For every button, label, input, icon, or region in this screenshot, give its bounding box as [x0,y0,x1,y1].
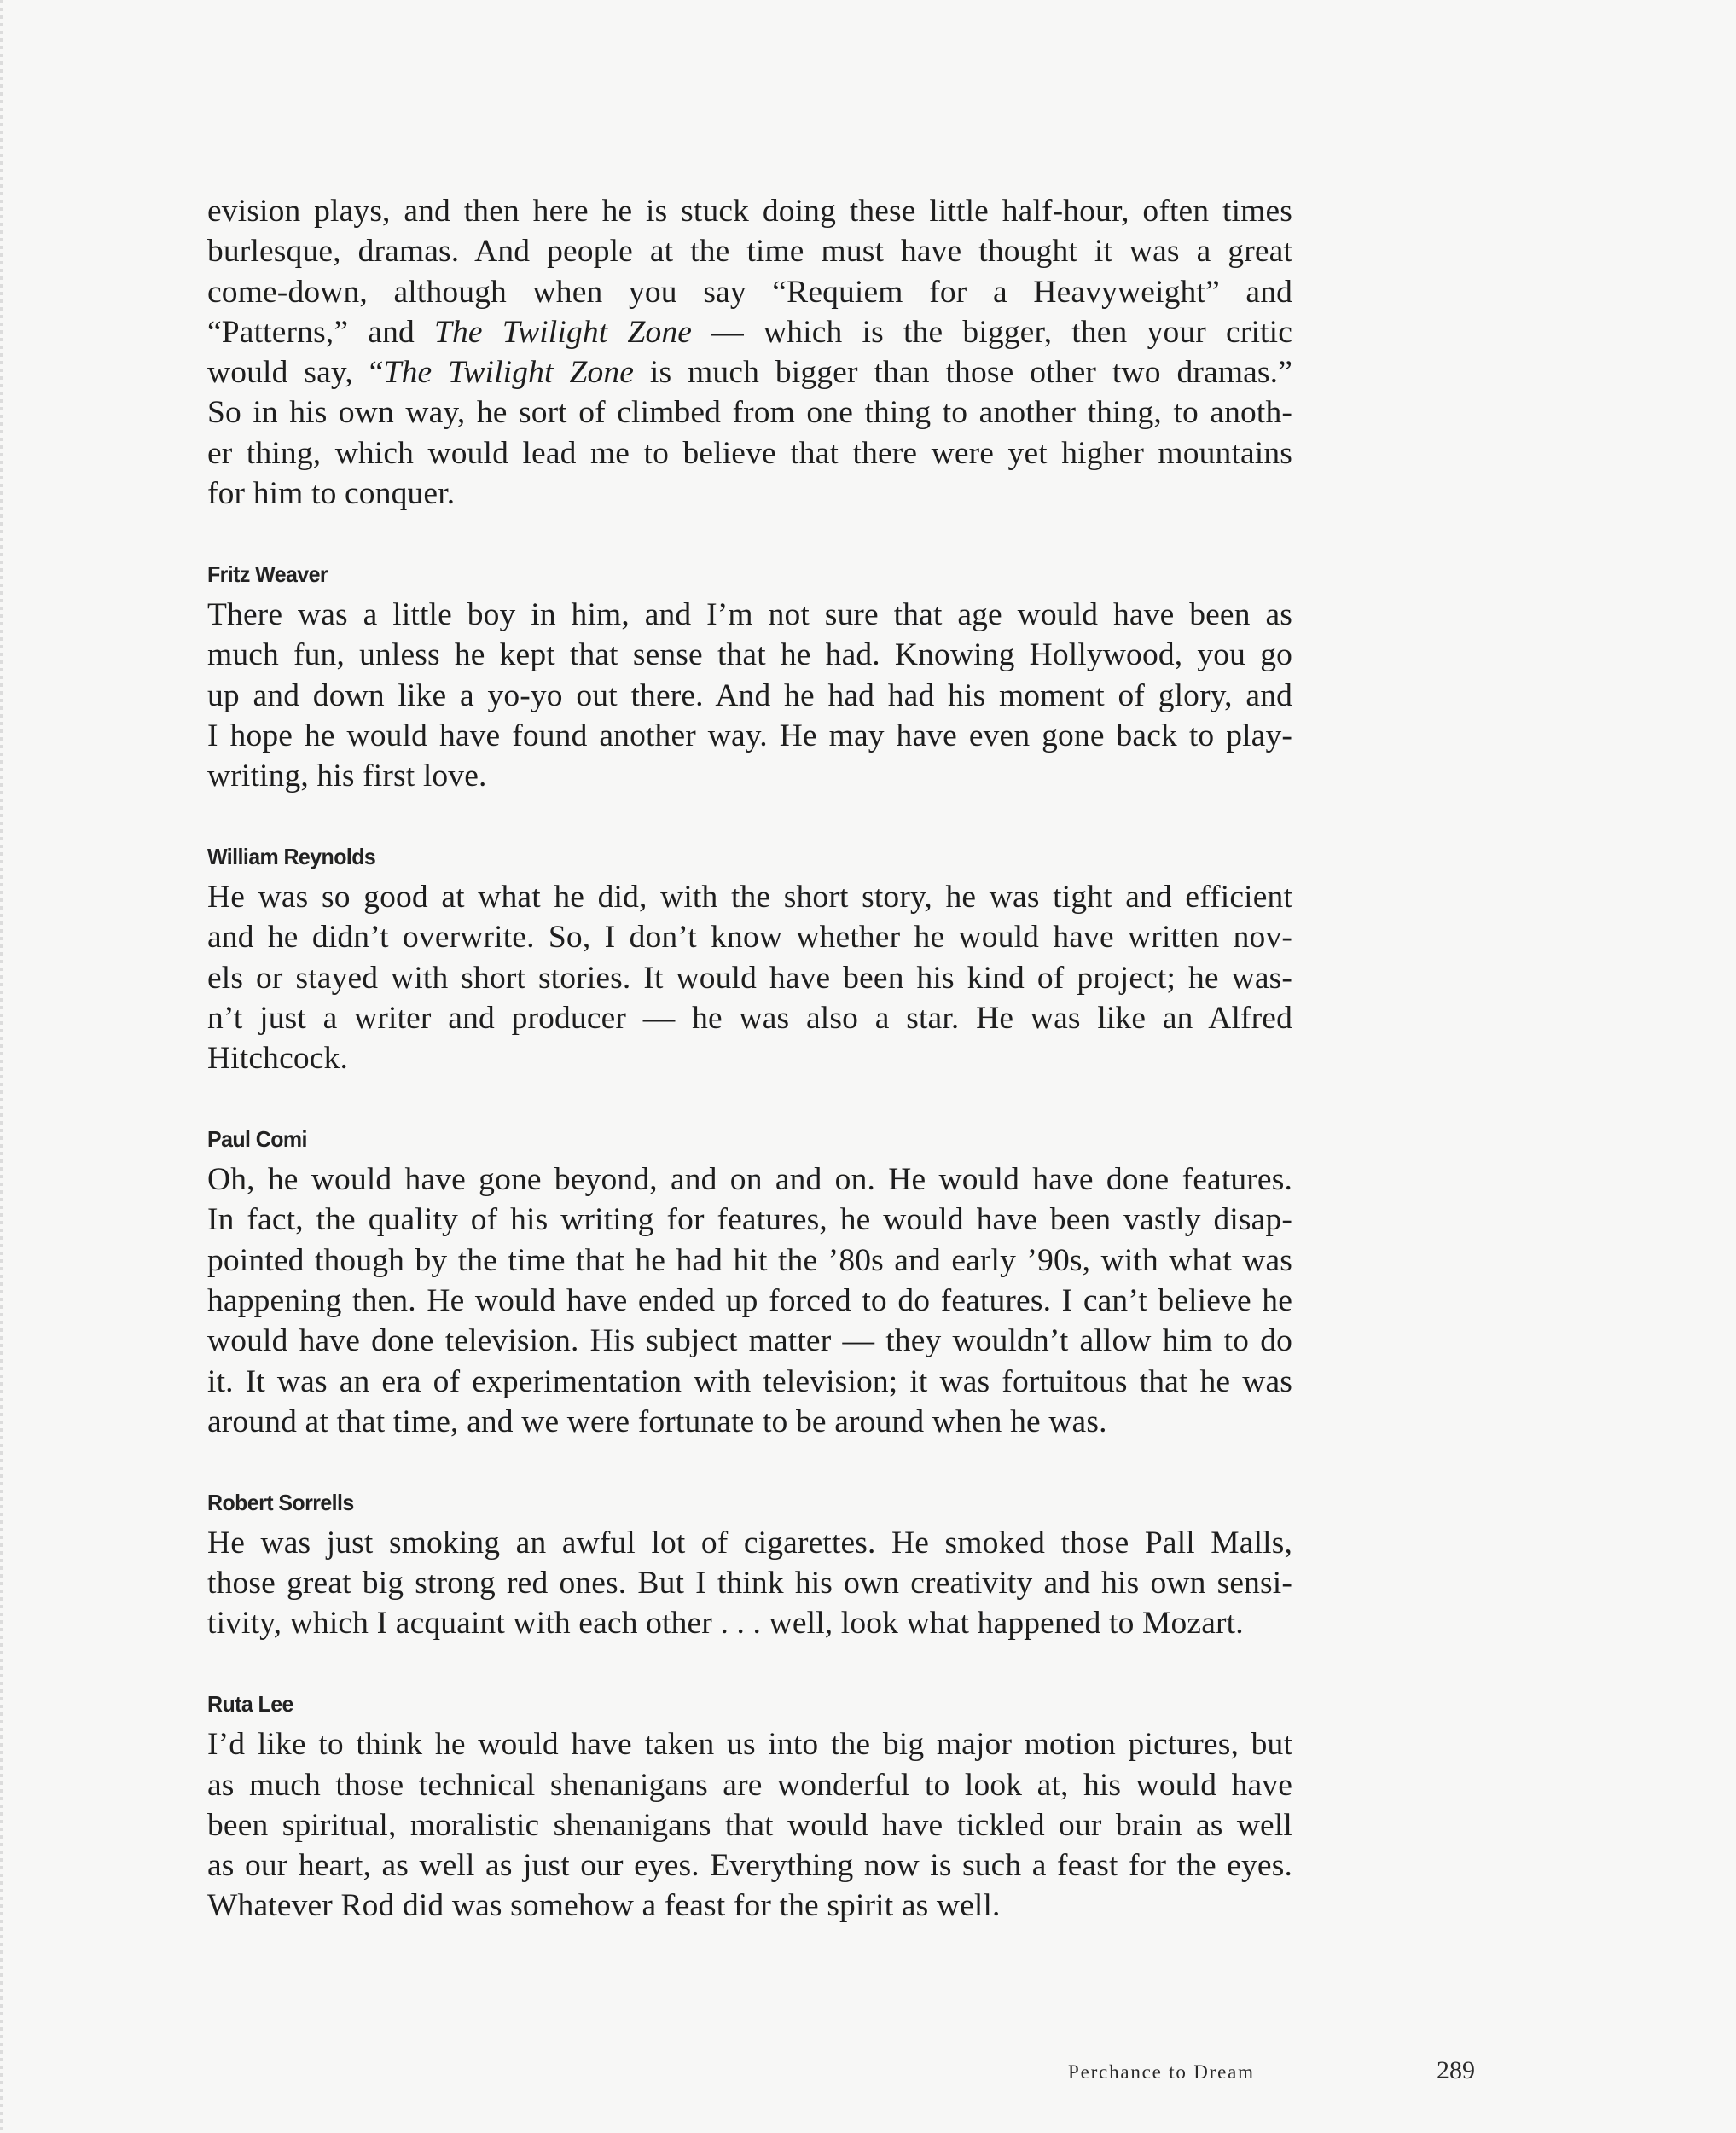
text-segment: and he didn’t overwrite. So, I don’t know whether he would have written nov- [207,920,1292,956]
interview-section [207,1483,1292,1644]
interview-section [207,837,1292,1079]
text-segment: — which is the bigger, then your critic [692,314,1292,350]
text-line [207,595,1292,635]
text-line [207,716,1292,756]
text-segment: I’d like to think he would have taken us into the big major motion pictures, but [207,1727,1292,1763]
text-segment: “Patterns,” and [207,314,435,350]
text-line [207,272,1292,312]
text-segment: Hitchcock. [207,1041,348,1077]
text-segment: He was just smoking an awful lot of cigarettes. He smoked those Pall Malls, [207,1525,1292,1561]
text-line [207,1321,1292,1361]
interview-sections [207,555,1292,1927]
text-line [207,1724,1292,1764]
text-line [207,1200,1292,1240]
text-segment: it. It was an era of experimentation with television; it was fortuitous that he was [207,1363,1292,1399]
italic-title: The Twilight Zone [383,355,635,391]
speaker-name: Ruta Lee [207,1690,293,1717]
text-segment: er thing, which would lead me to believe that there were yet higher mountains [207,435,1292,471]
continuation-paragraph [207,191,1292,514]
text-line [207,635,1292,675]
text-segment: Whatever Rod did was somehow a feast for the spirit as well. [207,1888,1001,1924]
text-segment: is much bigger than those other two dramas.” [634,355,1292,391]
text-segment: as much those technical shenanigans are wonderful to look at, his would have [207,1767,1292,1803]
interview-section [207,555,1292,797]
quote-paragraph [207,595,1292,796]
interview-section [207,1684,1292,1927]
page-edge-left [0,0,3,2133]
text-segment: pointed though by the time that he had hit the ’80s and early ’90s, with what was [207,1242,1292,1278]
text-line [207,392,1292,433]
text-segment: around at that time, and we were fortunate to be around when he was. [207,1404,1107,1439]
text-line [207,231,1292,271]
interview-section [207,1119,1292,1442]
text-segment: as our heart, as well as just our eyes. Everything now is such a feast for the eyes. [207,1848,1292,1884]
text-line [207,1886,1292,1926]
text-line [207,1603,1292,1643]
text-segment: burlesque, dramas. And people at the time must have thought it was a great [207,234,1292,270]
text-line [207,312,1292,352]
text-line [207,1845,1292,1886]
text-line [207,474,1292,514]
text-line [207,1038,1292,1078]
speaker-name: Robert Sorrells [207,1489,354,1515]
text-segment: been spiritual, moralistic shenanigans that would have tickled our brain as well [207,1807,1292,1843]
text-line [207,1159,1292,1200]
text-line [207,1563,1292,1603]
text-segment: evision plays, and then here he is stuck doing these little half-hour, often times [207,194,1292,229]
running-head: Perchance to Dream [1068,2061,1255,2083]
text-line [207,1362,1292,1402]
text-segment: happening then. He would have ended up forced to do features. I can’t believe he [207,1283,1292,1319]
speaker-name: Fritz Weaver [207,561,328,587]
text-line [207,1523,1292,1563]
text-segment: those great big strong red ones. But I think his own creativity and his own sensi- [207,1566,1292,1601]
text-line [207,433,1292,474]
text-segment: tivity, which I acquaint with each other . . . well, look what happened to Mozart. [207,1606,1244,1642]
quote-paragraph [207,1159,1292,1442]
text-line [207,1402,1292,1442]
quote-paragraph [207,877,1292,1078]
text-line [207,756,1292,796]
text-line [207,1241,1292,1281]
text-line [207,1805,1292,1845]
text-segment: There was a little boy in him, and I’m not sure that age would have been as [207,596,1292,632]
text-segment: would say, “ [207,355,384,391]
text-segment: much fun, unless he kept that sense that he had. Knowing Hollywood, you go [207,637,1292,673]
speaker-name: Paul Comi [207,1125,307,1152]
text-segment: So in his own way, he sort of climbed from one thing to another thing, to anoth- [207,395,1292,431]
quote-paragraph [207,1523,1292,1644]
text-segment: I hope he would have found another way. He may have even gone back to play- [207,718,1292,753]
text-line [207,191,1292,231]
text-line [207,352,1292,392]
text-segment: up and down like a yo-yo out there. And he had had his moment of glory, and [207,677,1292,713]
page-number: 289 [1437,2056,1475,2084]
text-line [207,917,1292,957]
text-line [207,676,1292,716]
text-line [207,1281,1292,1321]
quote-paragraph [207,1724,1292,1926]
speaker-name: William Reynolds [207,843,376,869]
text-segment: for him to conquer. [207,476,456,512]
text-segment: come-down, although when you say “Requiem for a Heavyweight” and [207,274,1292,310]
text-segment: would have done television. His subject matter — they wouldn’t allow him to do [207,1323,1292,1359]
text-segment: He was so good at what he did, with the short story, he was tight and efficient [207,880,1292,915]
text-segment: Oh, he would have gone beyond, and on and on. He would have done features. [207,1162,1292,1198]
text-segment: els or stayed with short stories. It would have been his kind of project; he was- [207,960,1292,996]
text-line [207,877,1292,917]
text-line [207,998,1292,1038]
italic-title: The Twilight Zone [434,314,693,350]
text-line [207,958,1292,998]
text-segment: In fact, the quality of his writing for features, he would have been vastly disap- [207,1202,1292,1238]
text-column [207,191,1292,1927]
text-line [207,1765,1292,1805]
text-segment: writing, his first love. [207,758,487,794]
text-segment: n’t just a writer and producer — he was also a star. He was like an Alfred [207,1000,1292,1036]
